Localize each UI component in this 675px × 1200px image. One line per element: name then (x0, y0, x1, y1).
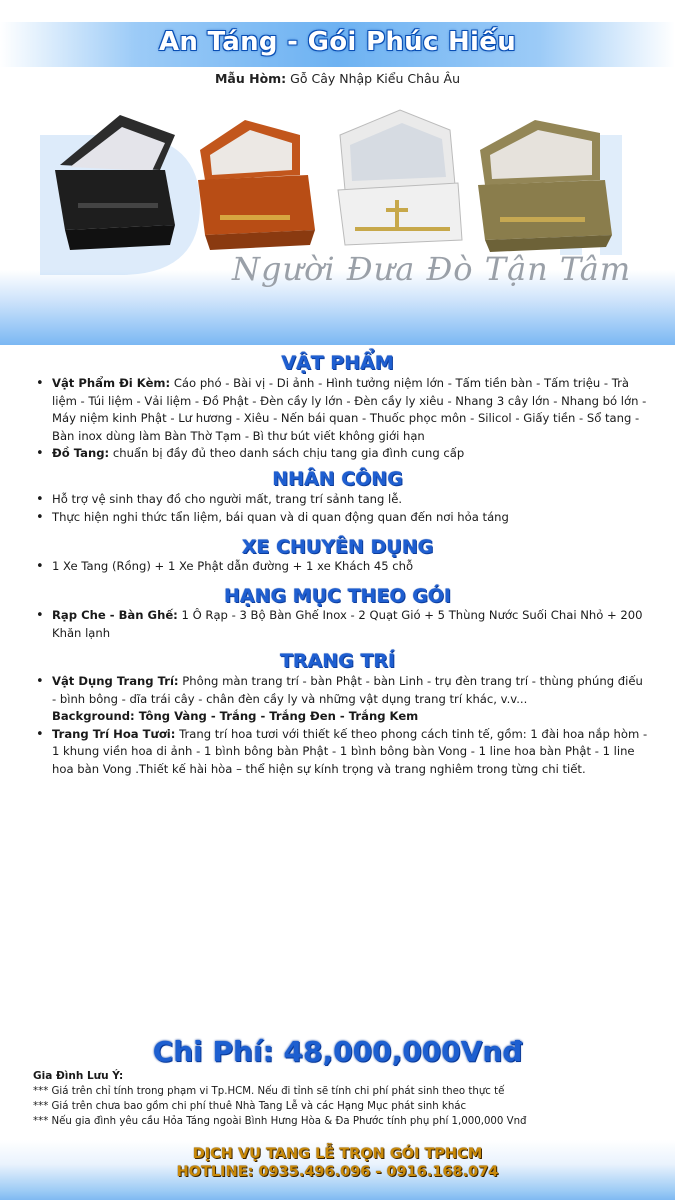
white-casket (338, 110, 462, 245)
section-heading-hang-muc: HẠNG MỤC THEO GÓI (223, 585, 452, 607)
bronze-casket (478, 120, 612, 252)
section-heading-vat-pham: VẬT PHẨM (281, 352, 394, 374)
list-item (33, 509, 648, 527)
note-line: *** Nếu gia đình yêu cầu Hỏa Táng ngoài Bình Hưng Hòa & Đa Phước tính phụ phí 1,000,000 Vnđ (33, 1116, 527, 1127)
mahogany-casket (198, 120, 315, 250)
list-item (33, 607, 648, 642)
xe-list (33, 558, 648, 576)
list-item (33, 375, 648, 445)
note-line: *** Giá trên chưa bao gồm chi phí thuê Nhà Tang Lễ và các Hạng Mục phát sinh khác (33, 1101, 467, 1112)
item-label: Vật Dụng Trang Trí: (52, 674, 179, 688)
watermark-slogan: Người Đưa Đò Tận Tâm (232, 250, 632, 288)
note-line: *** Giá trên chỉ tính trong phạm vi Tp.HCM. Nếu đi tỉnh sẽ tính chi phí phát sinh theo thực tế (33, 1086, 505, 1097)
item-label: Trang Trí Hoa Tươi: (52, 726, 176, 741)
item-text: Trang trí hoa tươi với thiết kế theo phong cách tinh tế, gồm: 1 đài hoa nắp hòm - 1 khung viền hoa di ảnh - 1 bình bông bàn Phật - 1 bình bông bàn Vong - 1 line hoa bàn Phật - 1 line hoa bàn Vong .Thiết kế hài hòa – thể hiện sự kính trọng và trang nghiêm trong từng chi tiết. (52, 726, 648, 776)
casket-illustration (0, 95, 675, 345)
section-heading-nhan-cong: NHÂN CÔNG (272, 468, 403, 490)
trang-tri-list (33, 673, 648, 779)
section-heading-trang-tri: TRANG TRÍ (279, 650, 396, 672)
item-label: Rạp Che - Bàn Ghế: (52, 608, 178, 622)
item-text: Phông màn trang trí - bàn Phật - bàn Linh - trụ đèn trang trí - thùng phúng điếu - bình bông - dĩa trái cây - chân đèn cầy ly và những vật dụng trang trí khác, v.v... (52, 674, 643, 706)
item-label: Vật Phẩm Đi Kèm: (52, 376, 171, 390)
item-label: Đồ Tang: (52, 446, 110, 461)
item-text: Thực hiện nghi thức tẩn liệm, bái quan và di quan động quan đến nơi hỏa táng (52, 509, 509, 524)
vat-pham-list (33, 375, 648, 463)
page-title: An Táng - Gói Phúc Hiếu (158, 27, 517, 57)
notes-title: Gia Đình Lưu Ý: (33, 1070, 124, 1082)
service-tagline: DỊCH VỤ TANG LỄ TRỌN GÓI TPHCM (192, 1146, 483, 1162)
item-text: 1 Xe Tang (Rồng) + 1 Xe Phật dẫn đường + 1 xe Khách 45 chỗ (52, 559, 414, 573)
list-item (33, 558, 648, 576)
notes-list (33, 1084, 653, 1129)
section-heading-xe: XE CHUYÊN DỤNG (241, 536, 434, 558)
item-text: chuẩn bị đầy đủ theo danh sách chịu tang gia đình cung cấp (109, 446, 465, 461)
hero-image (0, 95, 675, 345)
casket-model-line (0, 71, 675, 86)
item-text: Hỗ trợ vệ sinh thay đồ cho người mất, trang trí sảnh tang lễ. (52, 492, 403, 506)
casket-model-label: Mẫu Hòm: (214, 71, 287, 86)
hotline: HOTLINE: 0935.496.096 - 0916.168.074 (176, 1164, 499, 1180)
nhan-cong-list (33, 491, 648, 526)
price-total: Chi Phí: 48,000,000Vnđ (152, 1035, 523, 1068)
list-item (33, 491, 648, 509)
list-item (33, 445, 648, 463)
list-item (33, 726, 648, 779)
list-item (33, 673, 648, 726)
casket-model-value: Gỗ Cây Nhập Kiểu Châu Âu (290, 71, 461, 86)
background-colors: Background: Tông Vàng - Trắng - Trắng Đen - Trắng Kem (52, 709, 419, 724)
item-text: 1 Ô Rạp - 3 Bộ Bàn Ghế Inox - 2 Quạt Gió + 5 Thùng Nước Suối Chai Nhỏ + 200 Khăn lạnh (52, 608, 643, 640)
hang-muc-list (33, 607, 648, 642)
item-text: Cáo phó - Bài vị - Di ảnh - Hình tưởng niệm lớn - Tấm tiền bàn - Tấm triệu - Trà liệm - Túi liệm - Vải liệm - Đồ Phật - Đèn cầy ly lớn - Đèn cầy ly xiêu - Nhang 3 cây lớn - Nhang bó lớn - Máy niệm kinh Phật - Lư hương - Xiêu - Nến bái quan - Thuốc phọc môn - Silicol - Giấy tiền - Sổ tang - Bàn inox dùng làm Bàn Thờ Tạm - Bì thư bút viết không giới hạn (52, 376, 647, 443)
